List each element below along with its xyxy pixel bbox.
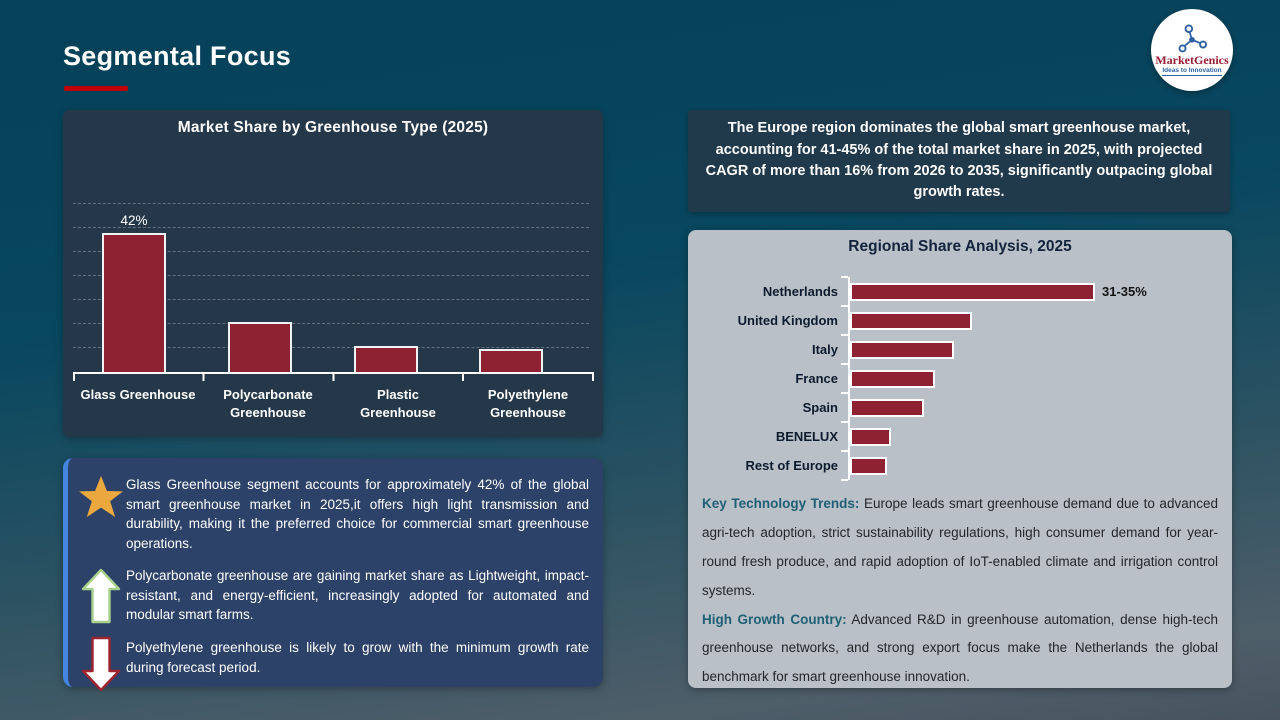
bar <box>850 428 891 446</box>
insight-text: Glass Greenhouse segment accounts for approximately 42% of the global smart greenhouse market in 2025,it offers high light transmission and durability, making it the preferred choice for commercial smart greenhouse operations. <box>126 477 589 551</box>
regional-chart <box>688 277 1232 480</box>
page-title: Segmental Focus <box>63 41 292 71</box>
chart-title: Market Share by Greenhouse Type (2025) <box>177 119 489 136</box>
bar <box>850 341 954 359</box>
arrow-down-icon <box>76 638 126 692</box>
logo-name: MarketGenics <box>1155 52 1229 67</box>
segment-insights-box <box>63 458 603 687</box>
high-growth-country-paragraph <box>702 606 1218 693</box>
bar-polycarbonate-greenhouse <box>227 203 293 372</box>
bar <box>354 346 418 372</box>
marketgenics-logo <box>1151 9 1233 91</box>
category-label: Glass Greenhouse <box>80 387 196 402</box>
bar <box>102 233 166 372</box>
bar-plastic-greenhouse <box>353 203 419 372</box>
bar-value-label: 42% <box>120 213 148 228</box>
bar <box>850 399 924 417</box>
bar-glass-greenhouse <box>101 203 167 372</box>
key-technology-trends-paragraph <box>702 490 1218 606</box>
insight-text: Polyethylene greenhouse is likely to grow with the minimum growth rate during forecast period. <box>126 639 589 675</box>
row-label: Netherlands <box>762 284 838 299</box>
regional-chart-title: Regional Share Analysis, 2025 <box>848 238 1072 255</box>
bar <box>850 370 935 388</box>
insight-text: Polycarbonate greenhouse are gaining market share as Lightweight, impact-resistant, and energy-efficient, increasingly adopted for automated and modular smart farms. <box>126 568 589 623</box>
paragraph-body: Advanced R&D in greenhouse automation, dense high-tech greenhouse networks, and strong export focus make the Netherlands the global benchmark for smart greenhouse innovation. <box>702 611 1218 685</box>
insight-row-polycarbonate <box>76 566 591 625</box>
molecule-icon <box>1176 24 1208 54</box>
row-label: BENELUX <box>775 429 838 444</box>
category-label: Polycarbonate Greenhouse <box>223 387 313 420</box>
chart-row-rest-of-europe <box>688 451 1232 480</box>
chart-row-france <box>688 364 1232 393</box>
bar-polyethylene-greenhouse <box>478 203 544 372</box>
chart-row-italy <box>688 335 1232 364</box>
bar <box>850 283 1095 301</box>
regional-analysis-panel <box>688 230 1232 688</box>
category-label: Polyethylene Greenhouse <box>487 387 569 420</box>
paragraph-body: Europe leads smart greenhouse demand due to advanced agri-tech adoption, strict sustainability regulations, high consumer demand for year-round fresh produce, and rapid adoption of IoT-enabled climate and irrigation control systems. <box>702 496 1218 598</box>
paragraph-lead: High Growth Country: <box>702 611 847 627</box>
plot-area <box>73 203 593 372</box>
star-icon <box>76 475 126 519</box>
bar <box>850 312 972 330</box>
chart-row-spain <box>688 393 1232 422</box>
insight-row-glass <box>76 475 591 553</box>
category-label: Plastic Greenhouse <box>360 387 436 420</box>
chart-row-united-kingdom <box>688 306 1232 335</box>
row-label: Rest of Europe <box>745 458 838 473</box>
x-axis-ticks <box>73 374 594 381</box>
logo-tagline: Ideas to Innovation <box>1162 67 1222 75</box>
insight-row-polyethylene <box>76 638 591 692</box>
greenhouse-type-chart-panel <box>63 110 603 437</box>
arrow-up-icon <box>76 566 126 624</box>
row-label: United Kingdom <box>737 313 838 328</box>
x-axis-labels <box>73 386 593 421</box>
row-label: Spain <box>802 400 838 415</box>
row-label: Italy <box>811 342 838 357</box>
chart-row-netherlands <box>688 277 1232 306</box>
bar <box>850 457 887 475</box>
bar <box>228 322 292 372</box>
title-underline <box>64 86 128 91</box>
row-label: France <box>795 371 838 386</box>
bar <box>479 349 543 372</box>
analysis-text <box>688 480 1232 692</box>
chart-row-benelux <box>688 422 1232 451</box>
bar-value-label: 31-35% <box>1102 284 1147 299</box>
europe-dominance-callout: The Europe region dominates the global smart greenhouse market, accounting for 41-45% of the total market share in 2025, with projected CAGR of more than 16% from 2026 to 2035, significantly outpacing global growth rates. <box>688 110 1230 212</box>
paragraph-lead: Key Technology Trends: <box>702 496 860 511</box>
